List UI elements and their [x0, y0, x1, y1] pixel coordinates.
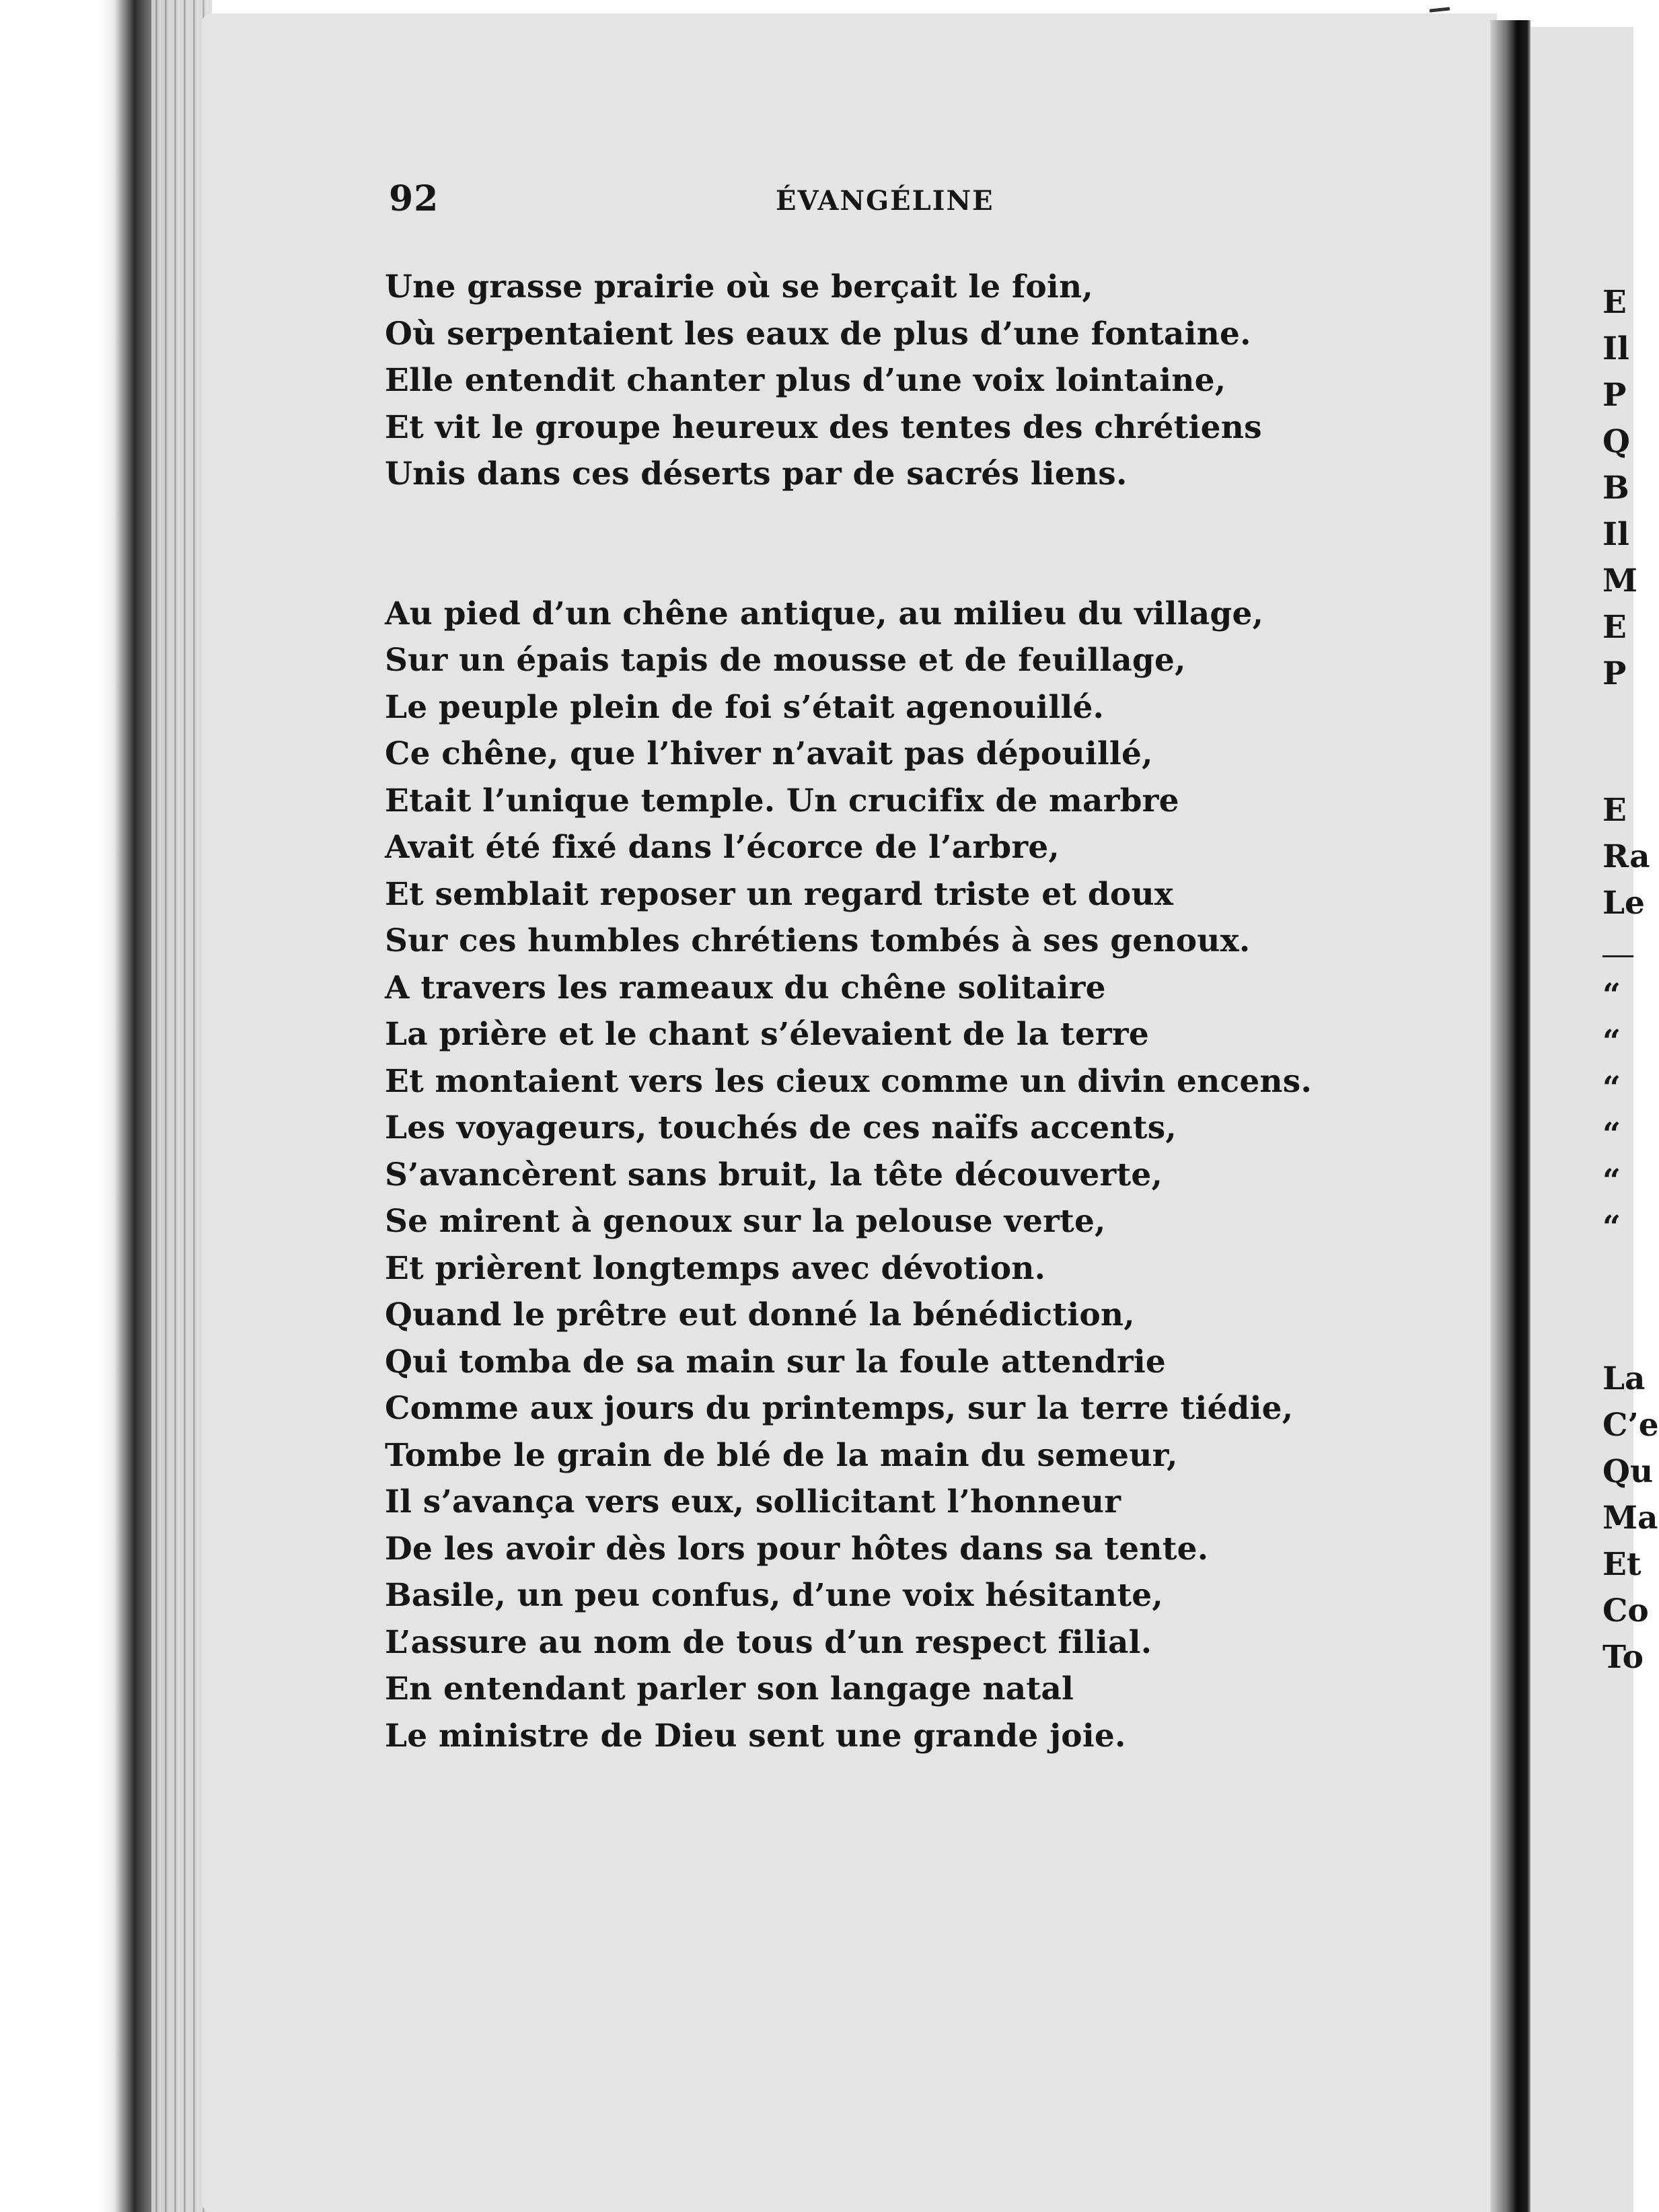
poem-line: Sur ces humbles chrétiens tombés à ses genoux. [385, 922, 1251, 959]
poem-line: L’assure au nom de tous d’un respect filial. [385, 1623, 1152, 1661]
facing-page-line: E [1602, 284, 1627, 321]
poem-line: Elle entendit chanter plus d’une voix lointaine, [385, 362, 1226, 399]
poem-line: De les avoir dès lors pour hôtes dans sa tente. [385, 1530, 1209, 1568]
poem-line: Sur un épais tapis de mousse et de feuillage, [385, 642, 1186, 679]
poem-line: Basile, un peu confus, d’une voix hésitante, [385, 1577, 1163, 1614]
poem-line: Il s’avança vers eux, sollicitant l’honneur [385, 1483, 1121, 1520]
facing-page-line: Il [1602, 516, 1629, 553]
stanza-gap [385, 498, 1394, 591]
page-title: ÉVANGÉLINE [776, 185, 994, 217]
poem-line: Et prièrent longtemps avec dévotion. [385, 1249, 1046, 1287]
poem-line: En entendant parler son langage natal [385, 1670, 1074, 1707]
poem-line: Se mirent à genoux sur la pelouse verte, [385, 1203, 1106, 1240]
facing-page-line: “ [1602, 1070, 1621, 1107]
poem-line: Le ministre de Dieu sent une grande joie. [385, 1717, 1126, 1755]
scan-edge-mark [1430, 7, 1450, 12]
poem-line: Et semblait reposer un regard triste et doux [385, 875, 1174, 913]
facing-page-rule [1602, 955, 1633, 957]
poem-line: Où serpentaient les eaux de plus d’une fontaine. [385, 315, 1251, 353]
poem-line: La prière et le chant s’élevaient de la terre [385, 1016, 1149, 1053]
poem-line: Le peuple plein de foi s’était agenouillé. [385, 688, 1105, 726]
stanza-2 [385, 591, 1394, 1760]
poem-line: Tombe le grain de blé de la main du semeur, [385, 1436, 1178, 1474]
facing-page-line: C’e [1602, 1407, 1659, 1444]
poem-line: Qui tomba de sa main sur la foule attendrie [385, 1343, 1166, 1380]
poem-line: S’avancèrent sans bruit, la tête découverte, [385, 1156, 1163, 1193]
facing-page-line: Il [1602, 330, 1629, 367]
facing-page-line: E [1602, 609, 1627, 646]
facing-page-line: “ [1602, 1116, 1621, 1153]
poem-line: Et vit le groupe heureux des tentes des chrétiens [385, 408, 1262, 446]
stanza-1 [385, 264, 1394, 498]
facing-page-line: Co [1602, 1592, 1649, 1629]
facing-page-line: P [1602, 377, 1627, 414]
facing-page-line: P [1602, 655, 1627, 692]
facing-page-line: Qu [1602, 1453, 1654, 1490]
poem-line: Au pied d’un chêne antique, au milieu du village, [385, 595, 1264, 632]
poem-text [385, 264, 1394, 1759]
poem-line: Ce chêne, que l’hiver n’avait pas dépouillé, [385, 735, 1153, 772]
facing-page-line: Ra [1602, 838, 1650, 875]
facing-page-line: Le [1602, 885, 1645, 922]
poem-line: Etait l’unique temple. Un crucifix de marbre [385, 782, 1179, 819]
book-gutter [1490, 20, 1531, 2212]
page-number: 92 [389, 178, 439, 219]
facing-page-line: B [1602, 470, 1629, 507]
facing-page-line: “ [1602, 977, 1621, 1014]
poem-line: A travers les rameaux du chêne solitaire [385, 969, 1106, 1006]
facing-page-line: “ [1602, 1209, 1621, 1246]
facing-page-line: La [1602, 1360, 1646, 1397]
poem-line: Les voyageurs, touchés de ces naïfs accents, [385, 1109, 1177, 1146]
poem-line: Une grasse prairie où se berçait le foin, [385, 268, 1093, 305]
facing-page-line: “ [1602, 1163, 1621, 1200]
facing-page-line: “ [1602, 1023, 1621, 1060]
facing-page-text [1602, 0, 1659, 2212]
facing-page-line: Et [1602, 1546, 1642, 1583]
facing-page-line: To [1602, 1639, 1644, 1676]
facing-page-line: E [1602, 792, 1627, 829]
poem-line: Et montaient vers les cieux comme un divin encens. [385, 1062, 1313, 1100]
poem-line: Unis dans ces déserts par de sacrés liens. [385, 455, 1128, 492]
facing-page-line: M [1602, 562, 1638, 599]
poem-line: Quand le prêtre eut donné la bénédiction, [385, 1296, 1135, 1333]
facing-page-line: Ma [1602, 1500, 1658, 1537]
running-head [389, 178, 1358, 225]
poem-line: Comme aux jours du printemps, sur la terre tiédie, [385, 1390, 1294, 1427]
facing-page-line: Q [1602, 423, 1630, 460]
poem-line: Avait été fixé dans l’écorce de l’arbre, [385, 829, 1060, 866]
